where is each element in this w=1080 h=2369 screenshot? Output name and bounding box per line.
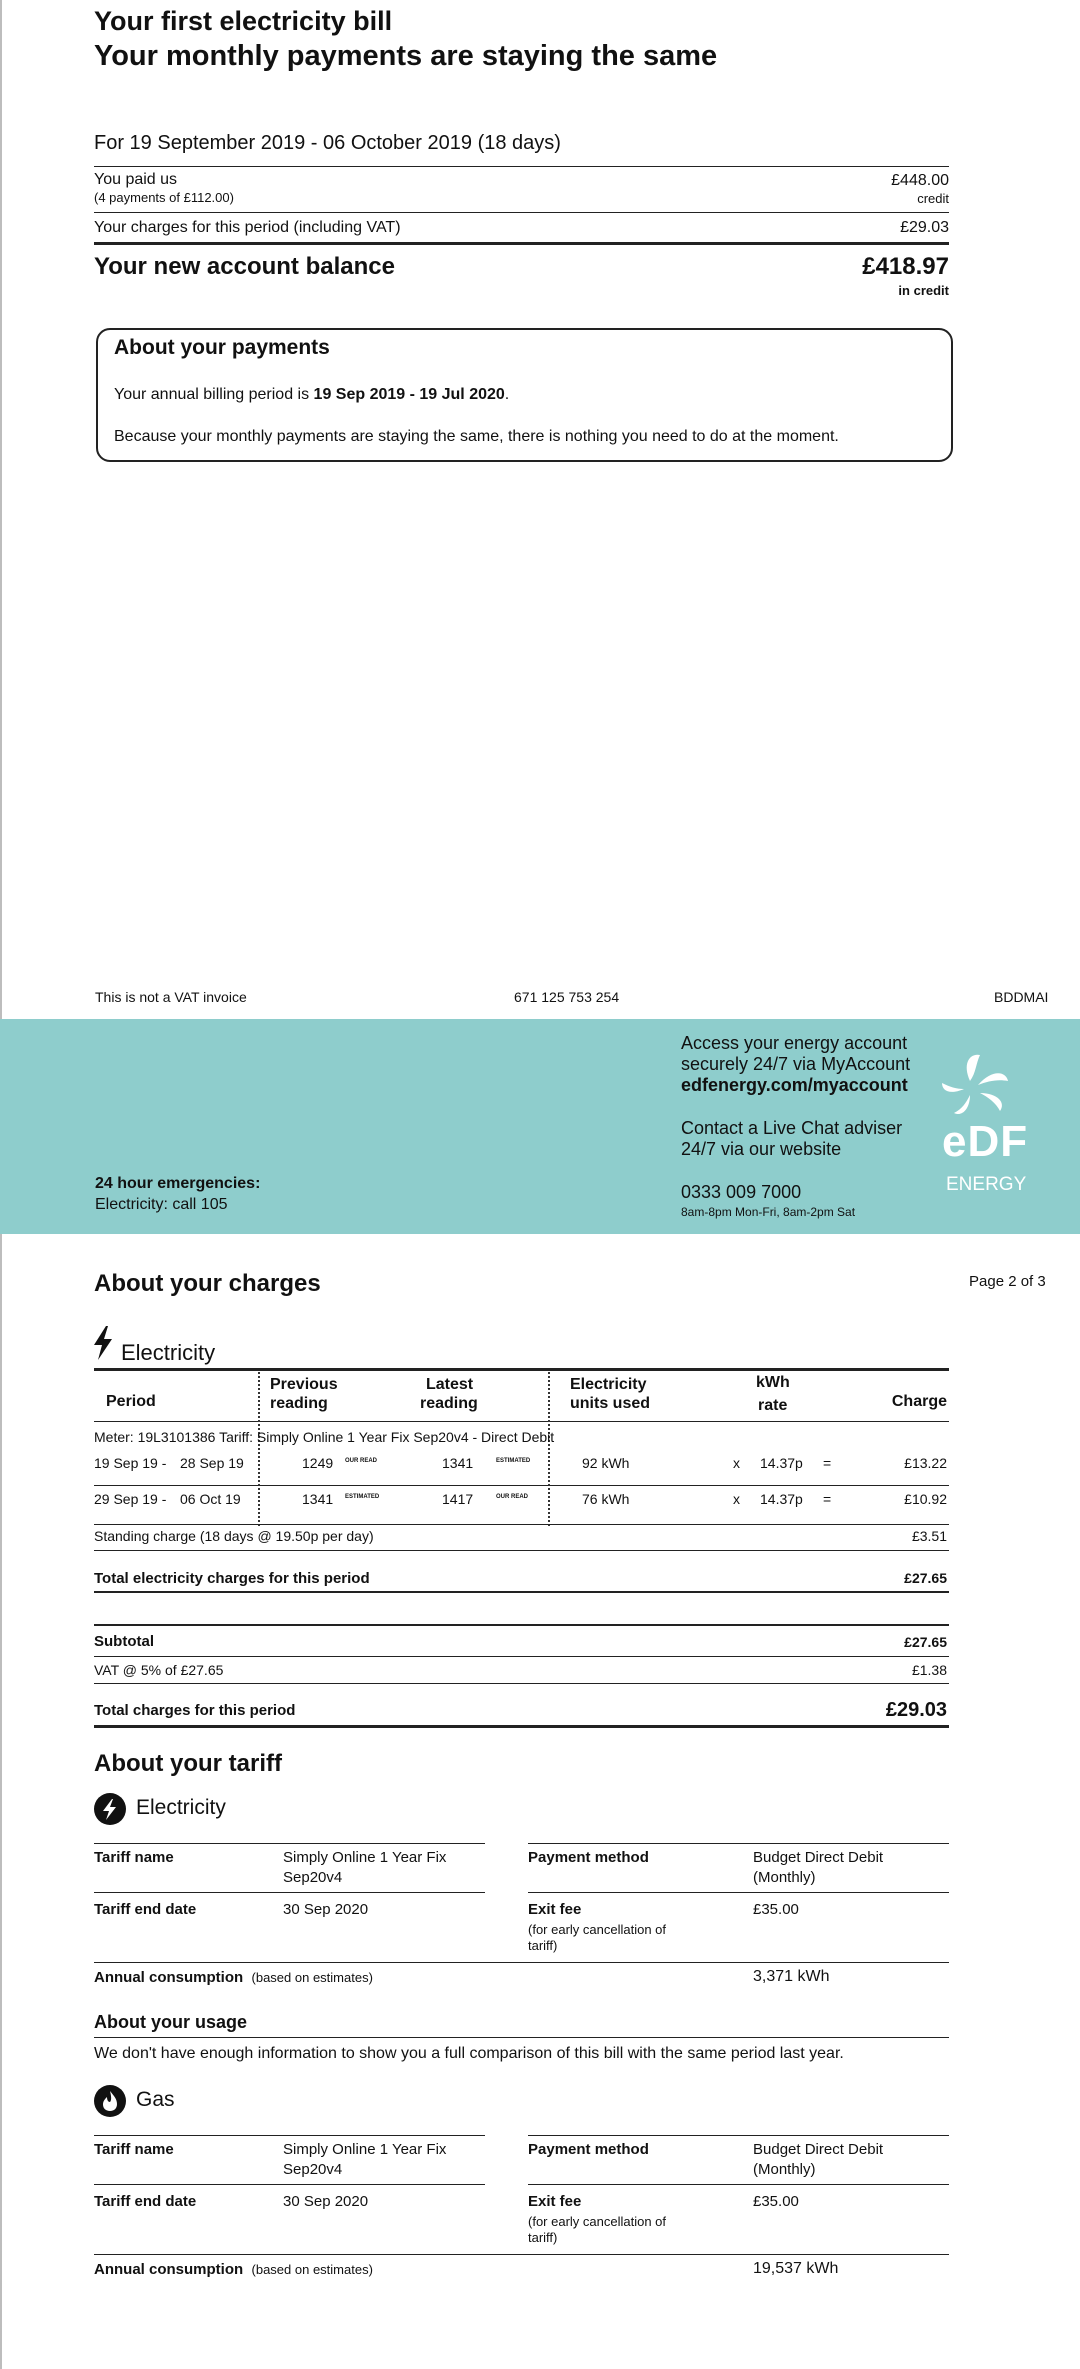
row-units: 76 kWh: [582, 1491, 630, 1507]
gas-end-value: 30 Sep 2020: [283, 2193, 369, 2210]
total-electricity-amount: £27.65: [904, 1570, 947, 1586]
elec-tariff-name-1: Simply Online 1 Year Fix: [283, 1849, 447, 1866]
emergency-text: Electricity: call 105: [95, 1196, 228, 1213]
subtotal-top-rule: [94, 1624, 949, 1626]
vat-note: This is not a VAT invoice: [95, 989, 247, 1005]
row-x: x: [733, 1491, 740, 1507]
charges-section-electricity: Electricity: [121, 1340, 216, 1365]
elec-tariff-name-label: Tariff name: [94, 1849, 174, 1866]
gas-flame-icon: [94, 2085, 126, 2117]
chat-line-2: 24/7 via our website: [681, 1139, 842, 1159]
lightning-icon: [92, 1326, 114, 1360]
row-rule: [94, 1962, 949, 1963]
row-rule: [94, 2037, 949, 2038]
row-rule: [94, 1550, 949, 1551]
total-charges-label: Total charges for this period: [94, 1702, 296, 1719]
elec-consumption-value: 3,371 kWh: [753, 1968, 830, 1985]
col-period: Period: [106, 1393, 156, 1410]
col-latest-2: reading: [420, 1395, 478, 1412]
access-line-1: Access your energy account: [681, 1033, 908, 1053]
billing-period-suffix: .: [504, 386, 510, 403]
elec-tariff-name-2: Sep20v4: [283, 1869, 343, 1886]
row-rule: [94, 1524, 949, 1525]
row-x: x: [733, 1455, 740, 1471]
charges-title: About your charges: [94, 1270, 321, 1297]
usage-text: We don't have enough information to show you a full comparison of this bill with the same period last year.: [94, 2045, 844, 2062]
divider-thick: [94, 1725, 949, 1728]
charges-label: Your charges for this period (including VAT): [94, 219, 401, 236]
subtotal-amount: £27.65: [904, 1634, 947, 1650]
electricity-circle-icon: [94, 1793, 126, 1825]
gas-tariff-name-1: Simply Online 1 Year Fix: [283, 2141, 447, 2158]
row-eq: =: [823, 1491, 832, 1507]
tariff-title: About your tariff: [94, 1750, 282, 1777]
chat-line-1: Contact a Live Chat adviser: [681, 1118, 903, 1138]
row-from: 29 Sep 19 -: [94, 1491, 167, 1507]
elec-payment-2: (Monthly): [753, 1869, 816, 1886]
total-charges-amount: £29.03: [885, 1699, 947, 1721]
balance-suffix: in credit: [898, 283, 949, 298]
elec-exit-note-2: tariff): [528, 1938, 558, 1953]
row-prev: 1341: [302, 1491, 334, 1507]
gas-tariff-name-label: Tariff name: [94, 2141, 174, 2158]
gas-payment-1: Budget Direct Debit: [753, 2141, 884, 2158]
tariff-electricity-heading: Electricity: [136, 1796, 226, 1819]
payments-note: Because your monthly payments are staying the same, there is nothing you need to do at the moment.: [114, 428, 839, 445]
annual-billing-period: [114, 386, 509, 404]
row-rule: [94, 1656, 949, 1657]
page-number: Page 2 of 3: [969, 1273, 1046, 1290]
logo-subtext: ENERGY: [946, 1174, 1027, 1195]
charges-amount: £29.03: [900, 219, 949, 236]
row-prev-tag: OUR READ: [345, 1458, 378, 1464]
row-charge: £10.92: [904, 1491, 947, 1507]
gas-exit-label: Exit fee: [528, 2193, 582, 2210]
elec-consumption-note: (based on estimates): [251, 1970, 373, 1985]
payments-box-title: About your payments: [114, 336, 330, 359]
row-rule: [528, 1892, 949, 1893]
col-latest-1: Latest: [426, 1376, 474, 1393]
row-latest: 1341: [442, 1455, 474, 1471]
vat-amount: £1.38: [911, 1662, 947, 1678]
row-rule: [94, 1591, 949, 1593]
elec-payment-1: Budget Direct Debit: [753, 1849, 884, 1866]
elec-exit-value: £35.00: [753, 1901, 799, 1918]
vat-label: VAT @ 5% of £27.65: [94, 1662, 224, 1678]
elec-exit-label: Exit fee: [528, 1901, 582, 1918]
row-eq: =: [823, 1455, 832, 1471]
row-rule: [94, 2184, 485, 2185]
elec-end-value: 30 Sep 2020: [283, 1901, 369, 1918]
row-latest-tag: OUR READ: [496, 1494, 529, 1500]
balance-label: Your new account balance: [94, 253, 395, 280]
divider-thick: [94, 242, 949, 245]
phone-number[interactable]: 0333 009 7000: [681, 1182, 802, 1202]
bill-subtitle: Your monthly payments are staying the same: [94, 40, 718, 72]
account-number: 671 125 753 254: [514, 989, 620, 1005]
gas-consumption-value: 19,537 kWh: [753, 2260, 839, 2277]
gas-consumption-note: (based on estimates): [251, 2262, 373, 2277]
col-charge: Charge: [891, 1393, 947, 1410]
bill-title: Your first electricity bill: [94, 6, 393, 36]
row-rule: [528, 2135, 949, 2136]
row-rule: [94, 1843, 485, 1844]
billing-period-dates: 19 Sep 2019 - 19 Jul 2020: [313, 386, 505, 403]
col-previous-1: Previous: [270, 1376, 338, 1393]
elec-exit-note-1: (for early cancellation of: [528, 1922, 667, 1937]
elec-consumption: [94, 1969, 373, 1986]
balance-amount: £418.97: [862, 253, 949, 280]
row-to: 28 Sep 19: [180, 1455, 244, 1471]
billing-period-prefix: Your annual billing period is: [114, 386, 314, 403]
elec-consumption-label: Annual consumption: [94, 1969, 244, 1986]
gas-consumption-label: Annual consumption: [94, 2261, 244, 2278]
row-from: 19 Sep 19 -: [94, 1455, 167, 1471]
col-units-2: units used: [570, 1395, 651, 1412]
divider: [94, 212, 949, 213]
tariff-gas-heading: Gas: [136, 2088, 175, 2111]
gas-exit-note-1: (for early cancellation of: [528, 2214, 667, 2229]
row-rule: [94, 1892, 485, 1893]
emergency-title: 24 hour emergencies:: [95, 1175, 261, 1192]
gas-payment-2: (Monthly): [753, 2161, 816, 2178]
access-line-2: securely 24/7 via MyAccount: [681, 1054, 911, 1074]
gas-payment-label: Payment method: [528, 2141, 649, 2158]
row-rule: [528, 2184, 949, 2185]
phone-hours: 8am-8pm Mon-Fri, 8am-2pm Sat: [681, 1205, 856, 1219]
subtotal-label: Subtotal: [94, 1633, 154, 1650]
divider: [94, 166, 949, 167]
row-rule: [94, 1683, 949, 1684]
row-rule: [94, 1485, 949, 1486]
col-previous-2: reading: [270, 1395, 328, 1412]
table-row: [0, 1488, 1080, 1516]
paid-label: You paid us: [94, 171, 178, 188]
row-latest-tag: ESTIMATED: [496, 1458, 531, 1464]
row-units: 92 kWh: [582, 1455, 630, 1471]
gas-consumption: [94, 2261, 373, 2278]
standing-charge-amount: £3.51: [911, 1528, 947, 1544]
contact-band: [0, 1019, 1080, 1234]
payments-box: [96, 328, 953, 462]
col-rate-2: rate: [758, 1397, 788, 1414]
paid-suffix: credit: [917, 191, 949, 206]
logo-wordmark: eDF: [942, 1117, 1029, 1166]
row-to: 06 Oct 19: [180, 1491, 241, 1507]
row-rule: [94, 2254, 949, 2255]
gas-exit-note-2: tariff): [528, 2230, 558, 2245]
total-electricity-label: Total electricity charges for this period: [94, 1570, 370, 1587]
row-rate: 14.37p: [760, 1455, 803, 1471]
row-latest: 1417: [442, 1491, 474, 1507]
table-row: [0, 1452, 1080, 1480]
paid-note: (4 payments of £112.00): [94, 190, 234, 205]
gas-end-label: Tariff end date: [94, 2193, 197, 2210]
gas-tariff-name-2: Sep20v4: [283, 2161, 343, 2178]
table-top-rule: [94, 1368, 949, 1371]
row-prev-tag: ESTIMATED: [345, 1494, 380, 1500]
elec-payment-label: Payment method: [528, 1849, 649, 1866]
usage-title: About your usage: [94, 2012, 248, 2032]
row-prev: 1249: [302, 1455, 334, 1471]
row-rule: [528, 1843, 949, 1844]
col-units-1: Electricity: [570, 1376, 647, 1393]
row-charge: £13.22: [904, 1455, 947, 1471]
header-rule: [94, 1421, 949, 1422]
col-rate-1: kWh: [756, 1374, 790, 1391]
standing-charge-label: Standing charge (18 days @ 19.50p per day): [94, 1528, 374, 1544]
elec-end-label: Tariff end date: [94, 1901, 197, 1918]
billing-period: For 19 September 2019 - 06 October 2019 (18 days): [94, 132, 561, 154]
meter-info: Meter: 19L3101386 Tariff: Simply Online 1 Year Fix Sep20v4 - Direct Debit: [94, 1429, 555, 1445]
myaccount-link[interactable]: edfenergy.com/myaccount: [681, 1075, 908, 1095]
row-rule: [94, 2135, 485, 2136]
row-rate: 14.37p: [760, 1491, 803, 1507]
gas-exit-value: £35.00: [753, 2193, 799, 2210]
edf-sun-logo-icon: [940, 1051, 1040, 1126]
paid-amount: £448.00: [891, 172, 949, 189]
footer-code: BDDMAI: [994, 989, 1049, 1005]
